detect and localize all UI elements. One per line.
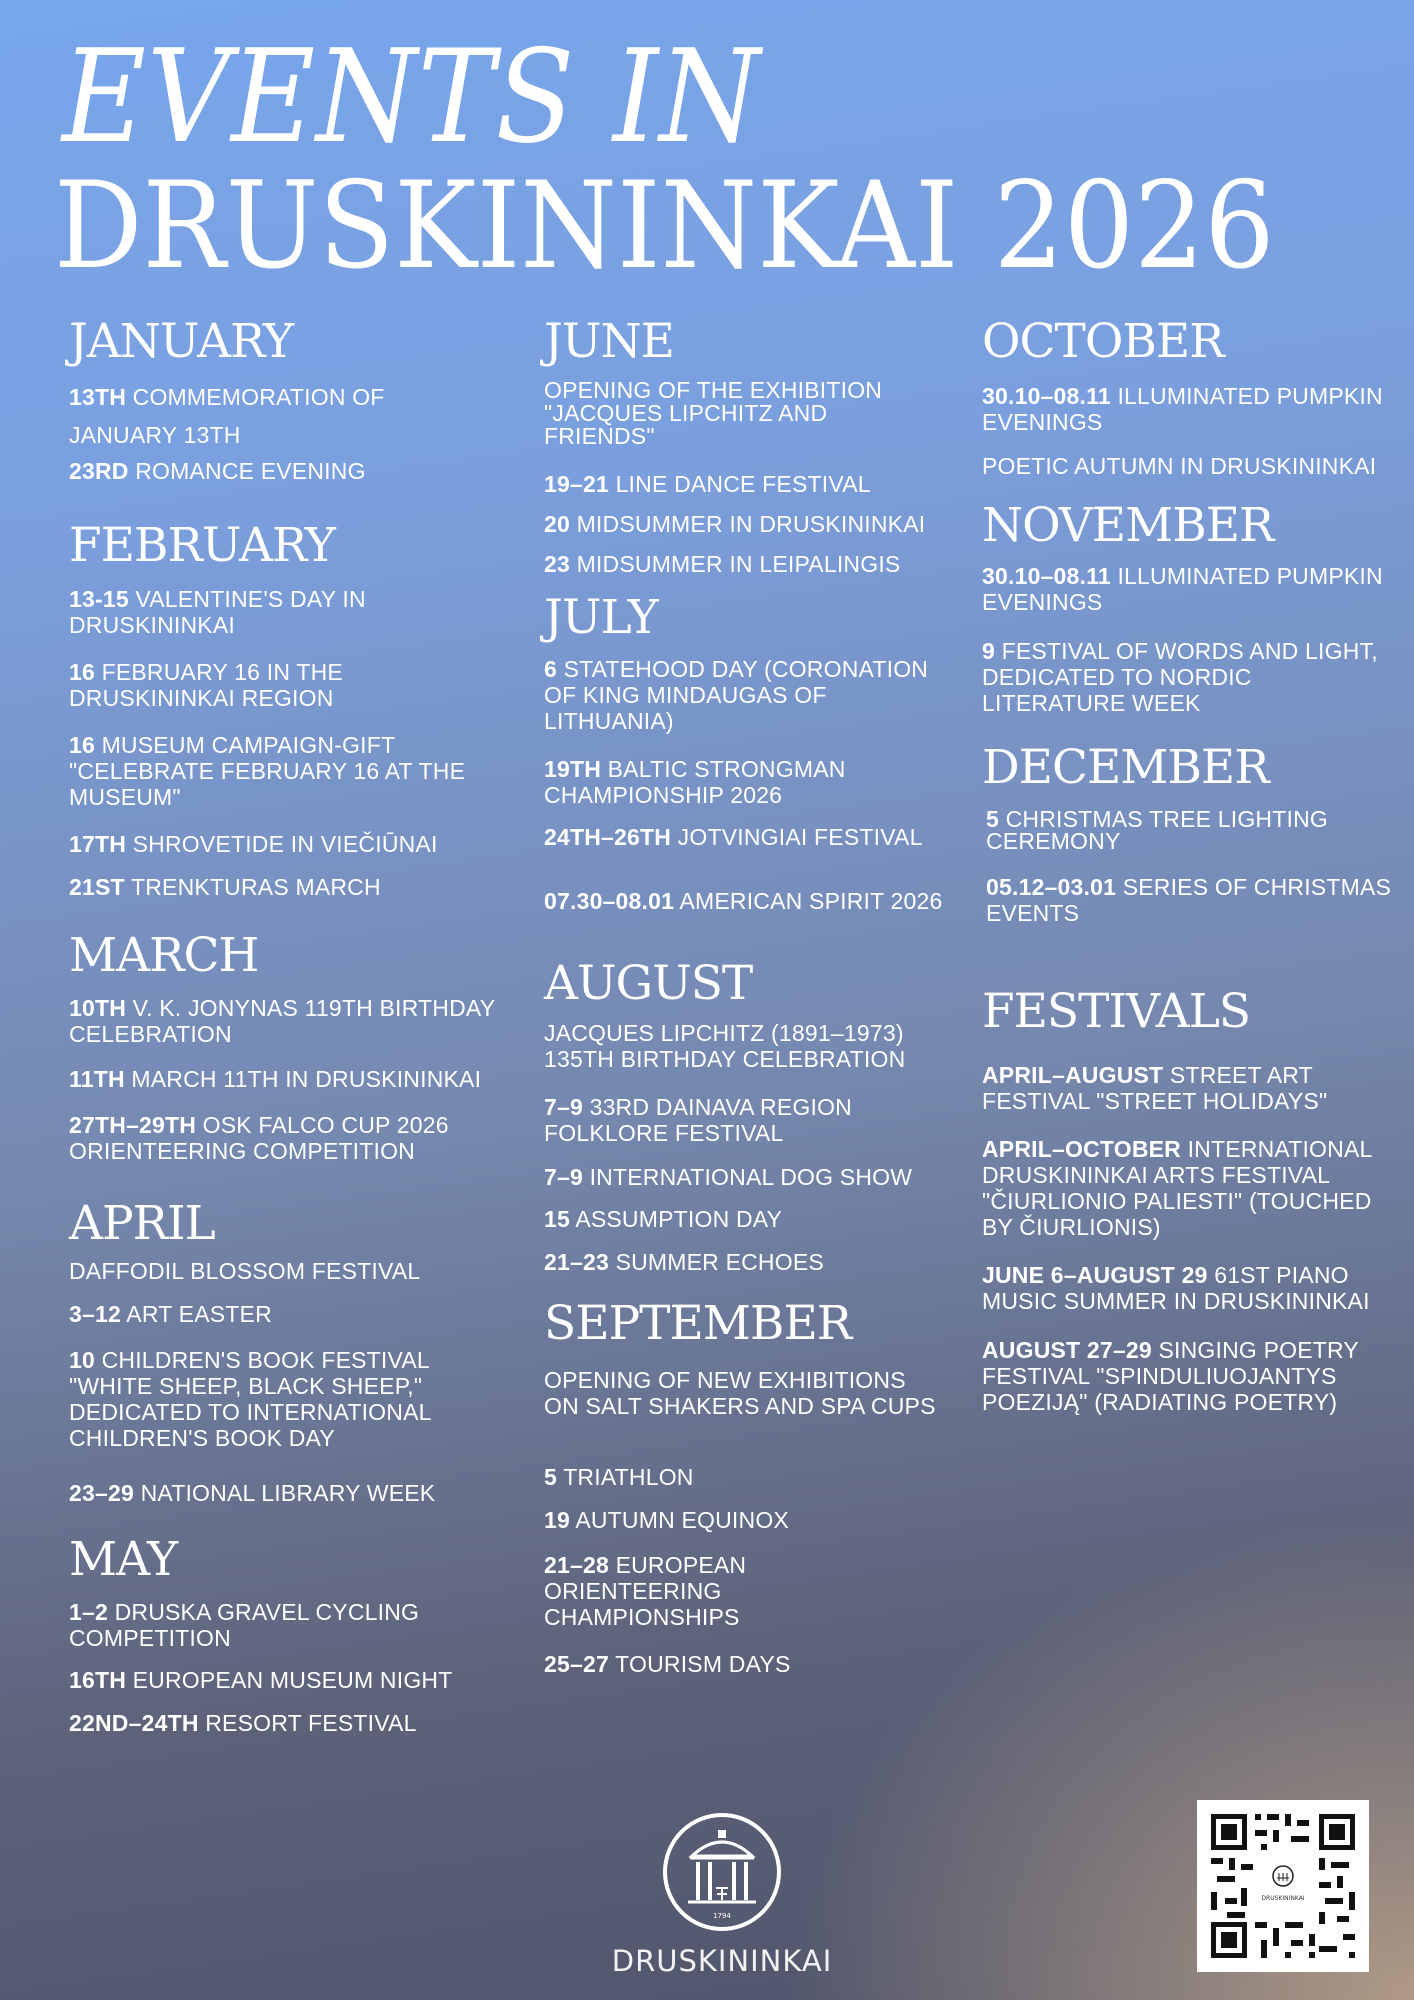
month-may: MAY xyxy=(69,1532,178,1587)
event-item: DAFFODIL BLOSSOM FESTIVAL xyxy=(69,1258,421,1284)
event-item: 15 ASSUMPTION DAY xyxy=(544,1206,783,1232)
qr-code-icon xyxy=(1197,1800,1369,1972)
logo-year: 1794 xyxy=(713,1912,731,1920)
event-item: 24TH–26TH JOTVINGIAI FESTIVAL xyxy=(544,824,923,850)
event-item: 16 MUSEUM CAMPAIGN-GIFT "CELEBRATE FEBRUARY 16 AT THE MUSEUM" xyxy=(69,732,466,810)
druskininkai-logo xyxy=(662,1810,782,1934)
qr-code[interactable] xyxy=(1197,1800,1369,1972)
event-item: 23 MIDSUMMER IN LEIPALINGIS xyxy=(544,551,901,577)
event-item: 19–21 LINE DANCE FESTIVAL xyxy=(544,471,871,497)
event-item: 30.10–08.11 ILLUMINATED PUMPKIN EVENINGS xyxy=(982,383,1383,435)
month-july: JULY xyxy=(544,590,658,645)
event-item: 21–28 EUROPEAN ORIENTEERING CHAMPIONSHIPS xyxy=(544,1552,747,1630)
event-item: 19 AUTUMN EQUINOX xyxy=(544,1507,789,1533)
event-item: 10TH V. K. JONYNAS 119TH BIRTHDAY CELEBRATION xyxy=(69,995,495,1047)
month-march: MARCH xyxy=(69,928,259,983)
month-october: OCTOBER xyxy=(982,314,1224,369)
rotunda-icon xyxy=(662,1810,782,1934)
event-item: 7–9 INTERNATIONAL DOG SHOW xyxy=(544,1164,913,1190)
event-item: 9 FESTIVAL OF WORDS AND LIGHT, DEDICATED TO NORDIC LITERATURE WEEK xyxy=(982,638,1378,716)
event-item: POETIC AUTUMN IN DRUSKININKAI xyxy=(982,453,1377,479)
event-item: OPENING OF NEW EXHIBITIONS ON SALT SHAKERS AND SPA CUPS xyxy=(544,1367,936,1419)
event-item: 7–9 33RD DAINAVA REGION FOLKLORE FESTIVAL xyxy=(544,1094,852,1146)
event-item: 3–12 ART EASTER xyxy=(69,1301,272,1327)
event-item: 16TH EUROPEAN MUSEUM NIGHT xyxy=(69,1667,453,1693)
event-item: 16 FEBRUARY 16 IN THE DRUSKININKAI REGION xyxy=(69,659,343,711)
title-line-2: DRUSKININKAI 2026 xyxy=(54,157,1275,296)
event-item: 17TH SHROVETIDE IN VIEČIŪNAI xyxy=(69,831,438,857)
event-item: 21–23 SUMMER ECHOES xyxy=(544,1249,824,1275)
event-item: 23RD ROMANCE EVENING xyxy=(69,458,366,484)
month-april: APRIL xyxy=(69,1196,215,1251)
month-february: FEBRUARY xyxy=(69,518,335,573)
month-december: DECEMBER xyxy=(982,740,1269,795)
month-august: AUGUST xyxy=(544,956,753,1011)
event-item: 13-15 VALENTINE'S DAY IN DRUSKININKAI xyxy=(69,586,366,638)
event-item: 5 TRIATHLON xyxy=(544,1464,694,1490)
event-item: 1–2 DRUSKA GRAVEL CYCLING COMPETITION xyxy=(69,1599,420,1651)
event-item: 23–29 NATIONAL LIBRARY WEEK xyxy=(69,1480,436,1506)
event-item: 21ST TRENKTURAS MARCH xyxy=(69,874,381,900)
month-september: SEPTEMBER xyxy=(544,1296,852,1351)
festivals-heading: FESTIVALS xyxy=(982,984,1251,1039)
event-item: 07.30–08.01 AMERICAN SPIRIT 2026 xyxy=(544,888,943,914)
festival-item: AUGUST 27–29 SINGING POETRY FESTIVAL "SPINDULIUOJANTYS POEZIJĄ" (RADIATING POETRY) xyxy=(982,1337,1359,1415)
event-item: OPENING OF THE EXHIBITION "JACQUES LIPCHITZ AND FRIENDS" xyxy=(544,377,883,449)
event-item: 27TH–29TH OSK FALCO CUP 2026 ORIENTEERING COMPETITION xyxy=(69,1112,449,1164)
event-item: 10 CHILDREN'S BOOK FESTIVAL "WHITE SHEEP, BLACK SHEEP," DEDICATED TO INTERNATIONAL CHILDREN'S BOOK DAY xyxy=(69,1347,431,1451)
event-item: 22ND–24TH RESORT FESTIVAL xyxy=(69,1710,417,1736)
event-item: 30.10–08.11 ILLUMINATED PUMPKIN EVENINGS xyxy=(982,563,1383,615)
event-item: 19TH BALTIC STRONGMAN CHAMPIONSHIP 2026 xyxy=(544,756,846,808)
event-item: 6 STATEHOOD DAY (CORONATION OF KING MINDAUGAS OF LITHUANIA) xyxy=(544,656,929,734)
festival-item: APRIL–OCTOBER INTERNATIONAL DRUSKININKAI ARTS FESTIVAL "ČIURLIONIO PALIESTI" (TOUCHED BY ČIURLIONIS) xyxy=(982,1136,1372,1240)
event-item: 11TH MARCH 11TH IN DRUSKININKAI xyxy=(69,1066,482,1092)
month-june: JUNE xyxy=(544,314,674,369)
event-item: 5 CHRISTMAS TREE LIGHTING CEREMONY xyxy=(986,806,1328,854)
festival-item: APRIL–AUGUST STREET ART FESTIVAL "STREET HOLIDAYS" xyxy=(982,1062,1328,1114)
logo-wordmark: DRUSKININKAI xyxy=(611,1944,833,1978)
month-november: NOVEMBER xyxy=(982,498,1274,553)
event-item: JACQUES LIPCHITZ (1891–1973) 135TH BIRTHDAY CELEBRATION xyxy=(544,1020,906,1072)
title-line-1: EVENTS IN xyxy=(62,23,761,172)
qr-caption: DRUSKININKAI xyxy=(1261,1895,1305,1902)
festival-item: JUNE 6–AUGUST 29 61ST PIANO MUSIC SUMMER IN DRUSKININKAI xyxy=(982,1262,1370,1314)
event-item: 20 MIDSUMMER IN DRUSKININKAI xyxy=(544,511,926,537)
event-item: 13TH COMMEMORATION OF JANUARY 13TH xyxy=(69,384,385,448)
month-january: JANUARY xyxy=(69,314,293,369)
event-item: 05.12–03.01 SERIES OF CHRISTMAS EVENTS xyxy=(986,874,1392,926)
event-item: 25–27 TOURISM DAYS xyxy=(544,1651,791,1677)
